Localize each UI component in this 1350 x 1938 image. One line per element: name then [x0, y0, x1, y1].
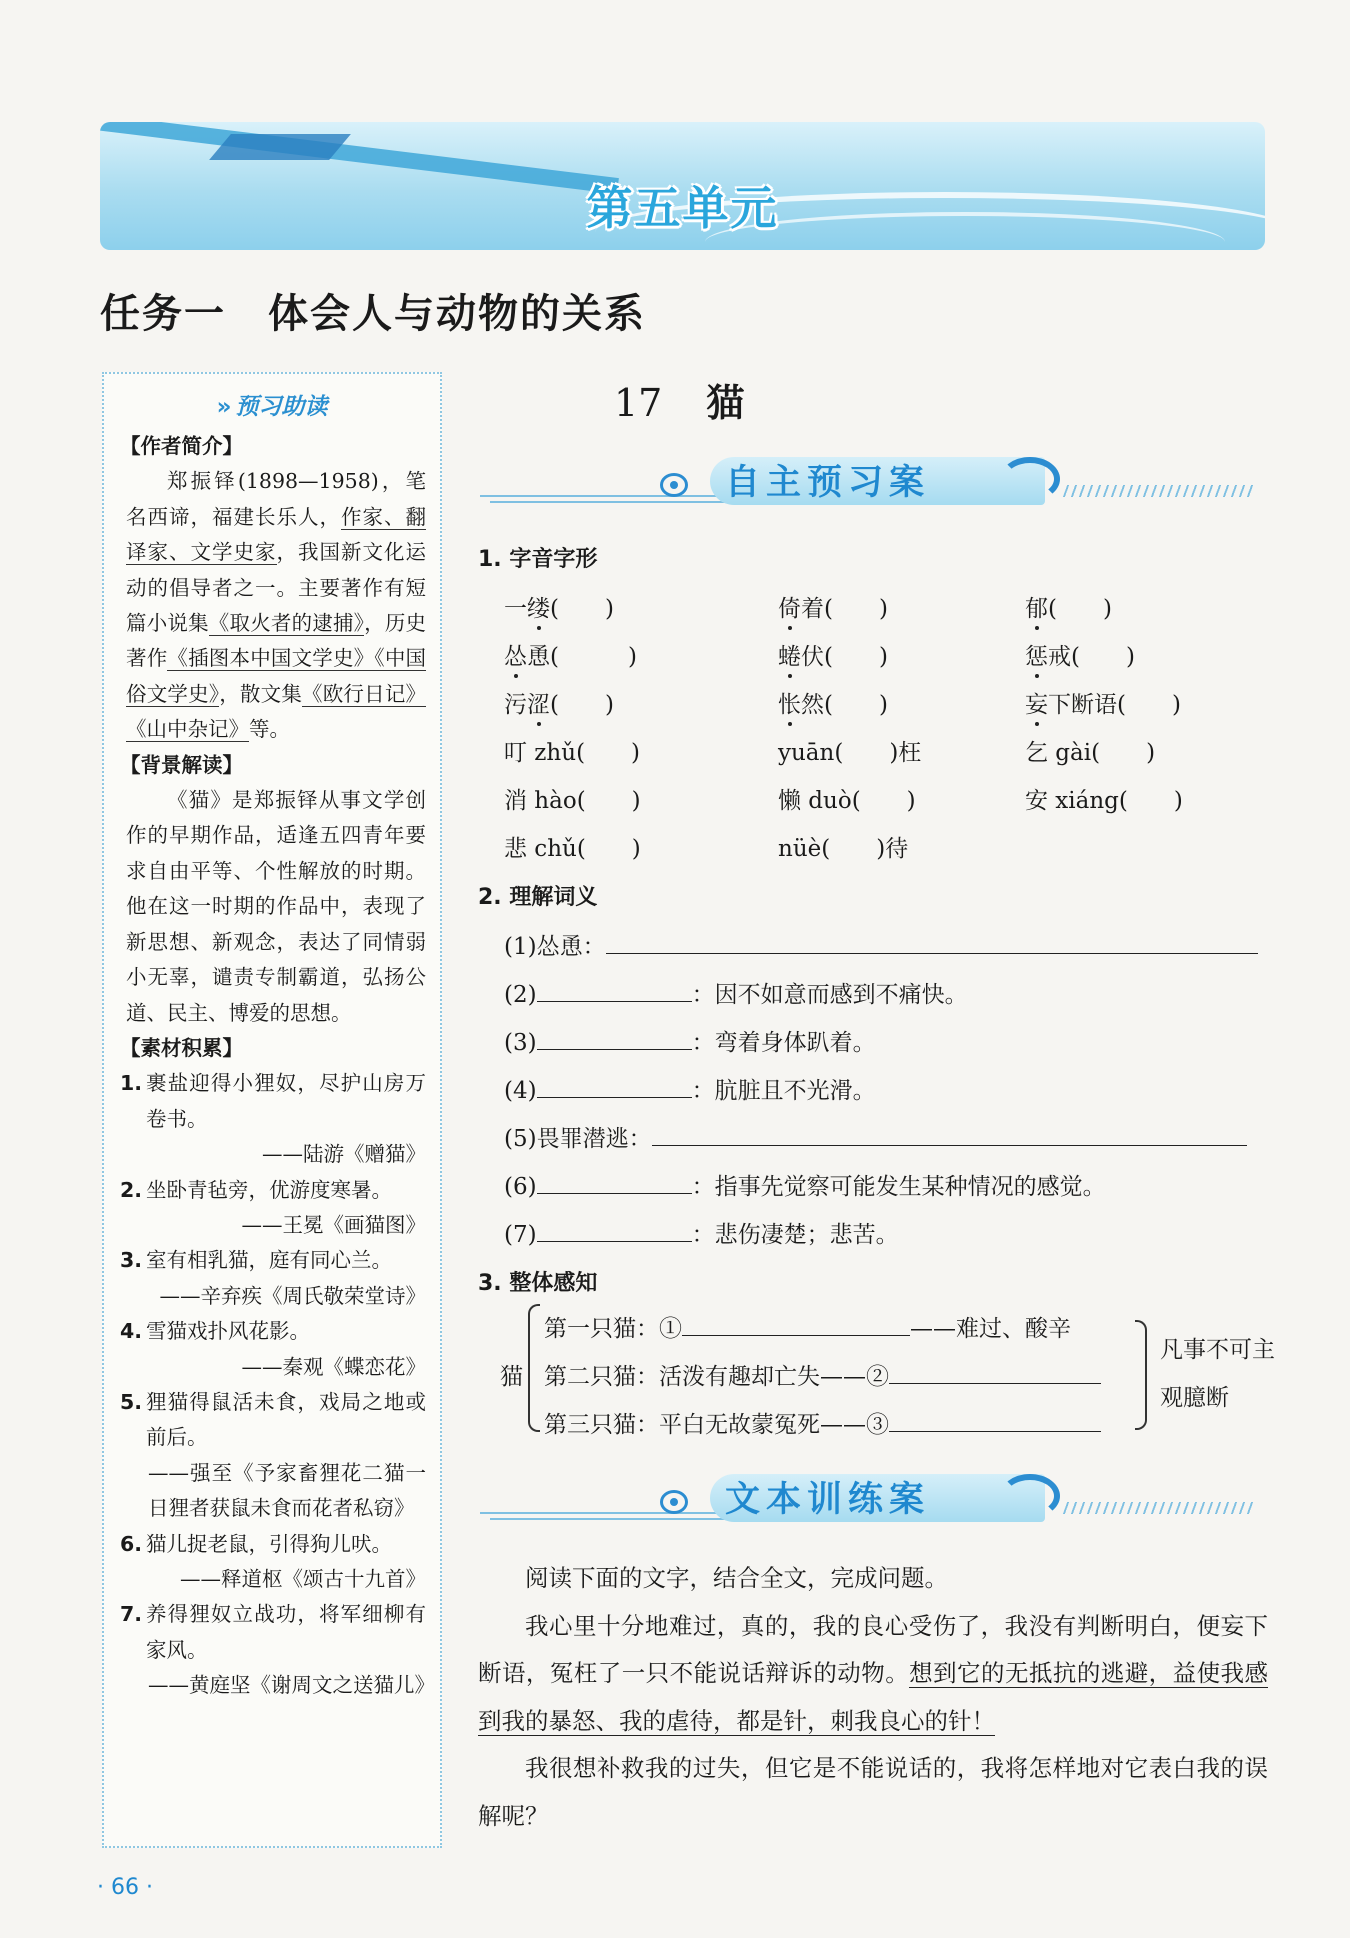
q2-label: (5)畏罪潜逃：	[504, 1126, 652, 1152]
lesson-name: 猫	[706, 380, 745, 425]
q3-answer-line[interactable]	[889, 1362, 1101, 1384]
q1-answer-blank[interactable]: ( )	[851, 788, 916, 814]
q2-label: (7)	[504, 1222, 537, 1248]
section-label: 自主预习案	[725, 462, 931, 503]
q2-label: (2)	[504, 982, 537, 1008]
background-text: 《猫》是郑振铎从事文学创作的早期作品，适逢五四青年要求自由平等、个性解放的时期。他在这一时期的作品中，表现了新思想、新观念，表达了同情弱小无辜，谴责专制霸道，弘扬公道、民主、博爱的思想。	[126, 788, 426, 1025]
q2-definition: ：因不如意而感到不痛快。	[691, 982, 968, 1008]
author-underlined: 《欧行日记》《山中杂记》	[126, 681, 427, 742]
author-text	[126, 464, 426, 747]
q2-title: 2. 理解词义	[478, 885, 598, 910]
q1-dotted-char: 怂	[504, 638, 527, 671]
q2-answer-line[interactable]	[652, 1124, 1247, 1146]
q1-answer-blank[interactable]: ( )	[550, 692, 614, 718]
q3-row-text: 第一只猫：①	[544, 1316, 682, 1342]
q1-text: 着	[801, 596, 824, 622]
author-text-part: 郑振铎(1898—1958)，笔名西谛，福建长乐人，	[126, 469, 426, 529]
poem-item	[120, 1173, 426, 1244]
left-brace	[528, 1304, 540, 1432]
q2-definition: ：指事先觉察可能发生某种情况的感觉。	[691, 1174, 1106, 1200]
q2-label: (6)	[504, 1174, 537, 1200]
q1-item	[778, 638, 888, 671]
q2-item	[504, 1168, 1106, 1201]
q2-answer-line[interactable]	[537, 1076, 692, 1098]
reading-paragraph	[478, 1603, 1268, 1746]
reading-passage	[478, 1555, 1268, 1840]
q1-answer-blank[interactable]: ( )枉	[834, 740, 922, 766]
q1-title: 1. 字音字形	[478, 547, 598, 572]
poem-number: 1.	[120, 1071, 143, 1096]
q1-text: 下断语	[1048, 692, 1117, 718]
q1-item	[1025, 734, 1155, 767]
q1-answer-blank[interactable]: ( )	[824, 692, 888, 718]
q1-dotted-char: 怅	[778, 686, 801, 719]
poem-item	[120, 1314, 426, 1385]
q3-conclusion: 凡事不可主观臆断	[1160, 1337, 1275, 1411]
q1-text: 恿	[527, 644, 550, 670]
q1-text: 懒 duò	[778, 788, 852, 814]
q1-text: 消 hào	[504, 788, 577, 814]
author-underlined: 《插图本中国文学史》《中国俗文学史》	[126, 646, 427, 706]
swirl-icon	[1000, 457, 1060, 501]
q1-text: 悲 chǔ	[504, 836, 577, 862]
q1-text: 一	[504, 596, 527, 622]
q1-item	[504, 830, 641, 863]
banner-stripe-dark	[209, 134, 351, 160]
poem-text: 坐卧青毡旁，优游度寒暑。	[146, 1177, 392, 1202]
q1-dotted-char: 缕	[527, 590, 550, 623]
q1-answer-blank[interactable]: ( )	[824, 596, 888, 622]
q1-answer-blank[interactable]: ( )	[576, 788, 641, 814]
q1-answer-blank[interactable]: ( )	[1048, 596, 1112, 622]
reading-underlined: 想到它的无抵抗的逃避，益使我感到我的暴怒、我的虐待，都是针，刺我良心的针！	[478, 1659, 1268, 1735]
unit-banner	[100, 122, 1265, 250]
poem-text: 养得狸奴立战功，将军细柳有家风。	[146, 1602, 426, 1662]
q1-item	[1025, 638, 1135, 671]
q1-item	[504, 734, 640, 767]
poem-number: 4.	[120, 1319, 143, 1344]
q3-title: 3. 整体感知	[478, 1271, 598, 1296]
q2-item	[504, 1072, 876, 1105]
poem-number: 2.	[120, 1177, 143, 1202]
author-text-part: ，历史著作	[126, 611, 427, 671]
q3-row-text: 第二只猫：活泼有趣却亡失——②	[544, 1364, 889, 1390]
q3-cat-label: 猫	[500, 1364, 523, 1390]
section-bar-preview	[480, 455, 1255, 515]
q3-row	[544, 1406, 1101, 1439]
q2-answer-line[interactable]	[537, 980, 692, 1002]
poem-text: 狸猫得鼠活未食，戏局之地或前后。	[146, 1389, 426, 1450]
q1-text: nüè	[778, 836, 822, 862]
q1-dotted-char: 倚	[778, 590, 801, 623]
author-underlined: 《取火者的逮捕》	[208, 611, 365, 636]
section-line	[490, 501, 730, 503]
q3-answer-line[interactable]	[889, 1410, 1101, 1432]
q1-answer-blank[interactable]: ( )	[576, 740, 641, 766]
page-number: · 66 ·	[97, 1875, 153, 1900]
poem-source: ——黄庭坚《谢周文之送猫儿》	[148, 1673, 435, 1698]
right-brace	[1135, 1320, 1147, 1430]
poem-source: ——秦观《蝶恋花》	[241, 1354, 426, 1379]
author-text-part: 等。	[249, 717, 290, 742]
eye-icon	[660, 1490, 688, 1514]
q1-answer-blank[interactable]: ( )	[1071, 644, 1135, 670]
q2-item	[504, 1024, 876, 1057]
poem-item	[120, 1243, 426, 1314]
q3-row	[544, 1310, 1071, 1343]
q1-answer-blank[interactable]: ( )	[550, 644, 637, 670]
q2-item	[504, 1216, 899, 1249]
q1-item	[778, 782, 916, 815]
section-dots	[1063, 485, 1257, 497]
q2-item	[504, 976, 968, 1009]
section-bar-training	[480, 1472, 1255, 1532]
q1-item	[778, 590, 888, 623]
author-heading: 【作者简介】	[120, 434, 243, 458]
q2-answer-line[interactable]	[537, 1028, 692, 1050]
unit-title: 第五单元	[586, 181, 779, 235]
q1-item	[504, 638, 637, 671]
background-heading: 【背景解读】	[120, 752, 243, 777]
q2-item	[504, 928, 1258, 961]
poem-number: 6.	[120, 1531, 143, 1556]
q1-item	[504, 782, 641, 815]
q2-label: (1)怂恿：	[504, 934, 606, 960]
poem-number: 7.	[120, 1602, 143, 1627]
poem-text: 猫儿捉老鼠，引得狗儿吠。	[146, 1531, 392, 1556]
q1-answer-blank[interactable]: ( )	[1117, 692, 1181, 718]
q3-row-text: 第三只猫：平白无故蒙冤死——③	[544, 1412, 889, 1438]
preview-sidebar	[102, 372, 442, 1848]
author-underlined: 作家、翻译家、文学史家	[126, 504, 426, 565]
q2-label: (4)	[504, 1078, 537, 1104]
reading-paragraph: 我很想补救我的过失，但它是不能说话的，我将怎样地对它表白我的误解呢？	[478, 1754, 1268, 1830]
q1-dotted-char: 蜷	[778, 638, 801, 671]
q1-item	[778, 686, 888, 719]
poem-source: ——释道枢《颂古十九首》	[180, 1567, 426, 1591]
q2-definition: ：弯着身体趴着。	[691, 1030, 876, 1056]
q1-answer-blank[interactable]: ( )待	[821, 836, 909, 862]
q1-text: 叮 zhǔ	[504, 740, 577, 766]
poem-text: 室有相乳猫，庭有同心兰。	[146, 1248, 392, 1273]
q1-dotted-char: 妄	[1025, 686, 1048, 719]
q2-answer-line[interactable]	[537, 1172, 692, 1194]
q2-answer-line[interactable]	[537, 1220, 692, 1242]
sidebar-body	[104, 421, 440, 1704]
sidebar-heading-text: 预习助读	[235, 394, 328, 420]
poem-source: ——王冕《画猫图》	[241, 1212, 426, 1237]
q2-definition: ：悲伤凄楚；悲苦。	[691, 1222, 899, 1248]
q1-item	[1025, 590, 1112, 623]
q1-dotted-char: 涩	[527, 686, 550, 719]
q1-item	[504, 686, 614, 719]
author-text-part: ，散文集	[219, 681, 303, 706]
q3-row-text: ——难过、酸辛	[910, 1316, 1071, 1342]
lesson-title	[614, 372, 744, 427]
q1-answer-blank[interactable]: ( )	[1118, 788, 1183, 814]
poem-number: 5.	[120, 1389, 143, 1414]
q1-text: 污	[504, 692, 527, 718]
q1-item	[778, 734, 921, 767]
q2-label: (3)	[504, 1030, 537, 1056]
q1-item	[778, 830, 908, 863]
q3-row	[544, 1358, 1101, 1391]
poem-list	[120, 1066, 435, 1703]
q3-answer-line[interactable]	[682, 1314, 910, 1336]
poem-text: 裹盐迎得小狸奴，尽护山房万卷书。	[146, 1071, 426, 1131]
poem-source: ——强至《予家畜狸花二猫一日狸者获鼠未食而花者私窃》	[148, 1460, 426, 1521]
q1-item	[504, 590, 614, 623]
q2-answer-line[interactable]	[606, 932, 1258, 954]
q2-item	[504, 1120, 1247, 1153]
reading-text: 我心里十分地难过，真的，我的良心受伤了，我没有判断明白，便妄下断语，冤枉了一只不能说话辩诉的动物。	[478, 1611, 1268, 1687]
poem-source: ——辛弃疾《周氏敬荣堂诗》	[159, 1283, 426, 1308]
q1-text: 然	[801, 692, 824, 718]
task-title: 任务一 体会人与动物的关系	[100, 290, 646, 337]
poem-number: 3.	[120, 1248, 143, 1273]
q1-answer-blank[interactable]: ( )	[1091, 740, 1156, 766]
q1-text: 安 xiáng	[1025, 788, 1119, 814]
q1-text: 伏	[801, 644, 824, 670]
poem-item	[120, 1385, 426, 1527]
q1-answer-blank[interactable]: ( )	[576, 836, 641, 862]
poem-item	[120, 1597, 435, 1703]
q1-item	[1025, 686, 1181, 719]
q2-definition: ：肮脏且不光滑。	[691, 1078, 876, 1104]
section-line	[490, 1518, 730, 1520]
q1-answer-blank[interactable]: ( )	[824, 644, 888, 670]
sidebar-heading	[104, 388, 440, 421]
poem-source: ——陆游《赠猫》	[262, 1142, 426, 1167]
poem-item	[120, 1527, 426, 1598]
author-text-part: ，我国新文化运动的倡导者之一。主要著作有短篇小说集	[126, 540, 426, 636]
q1-text: 乞 gài	[1025, 740, 1092, 766]
q1-text: 戒	[1048, 644, 1071, 670]
q1-dotted-char: 惩	[1025, 638, 1048, 671]
section-label: 文本训练案	[725, 1479, 931, 1520]
q1-dotted-char: 郁	[1025, 590, 1048, 623]
double-chevron-icon: »	[216, 394, 232, 420]
material-heading: 【素材积累】	[120, 1035, 243, 1060]
poem-item	[120, 1066, 426, 1172]
poem-text: 雪猫戏扑风花影。	[146, 1319, 310, 1344]
q1-answer-blank[interactable]: ( )	[550, 596, 614, 622]
reading-intro: 阅读下面的文字，结合全文，完成问题。	[525, 1564, 948, 1592]
eye-icon	[660, 473, 688, 497]
section-dots	[1063, 1502, 1257, 1514]
q1-text: yuān	[778, 740, 835, 766]
lesson-number: 17	[614, 381, 663, 425]
q1-item	[1025, 782, 1183, 815]
swirl-icon	[1000, 1474, 1060, 1518]
